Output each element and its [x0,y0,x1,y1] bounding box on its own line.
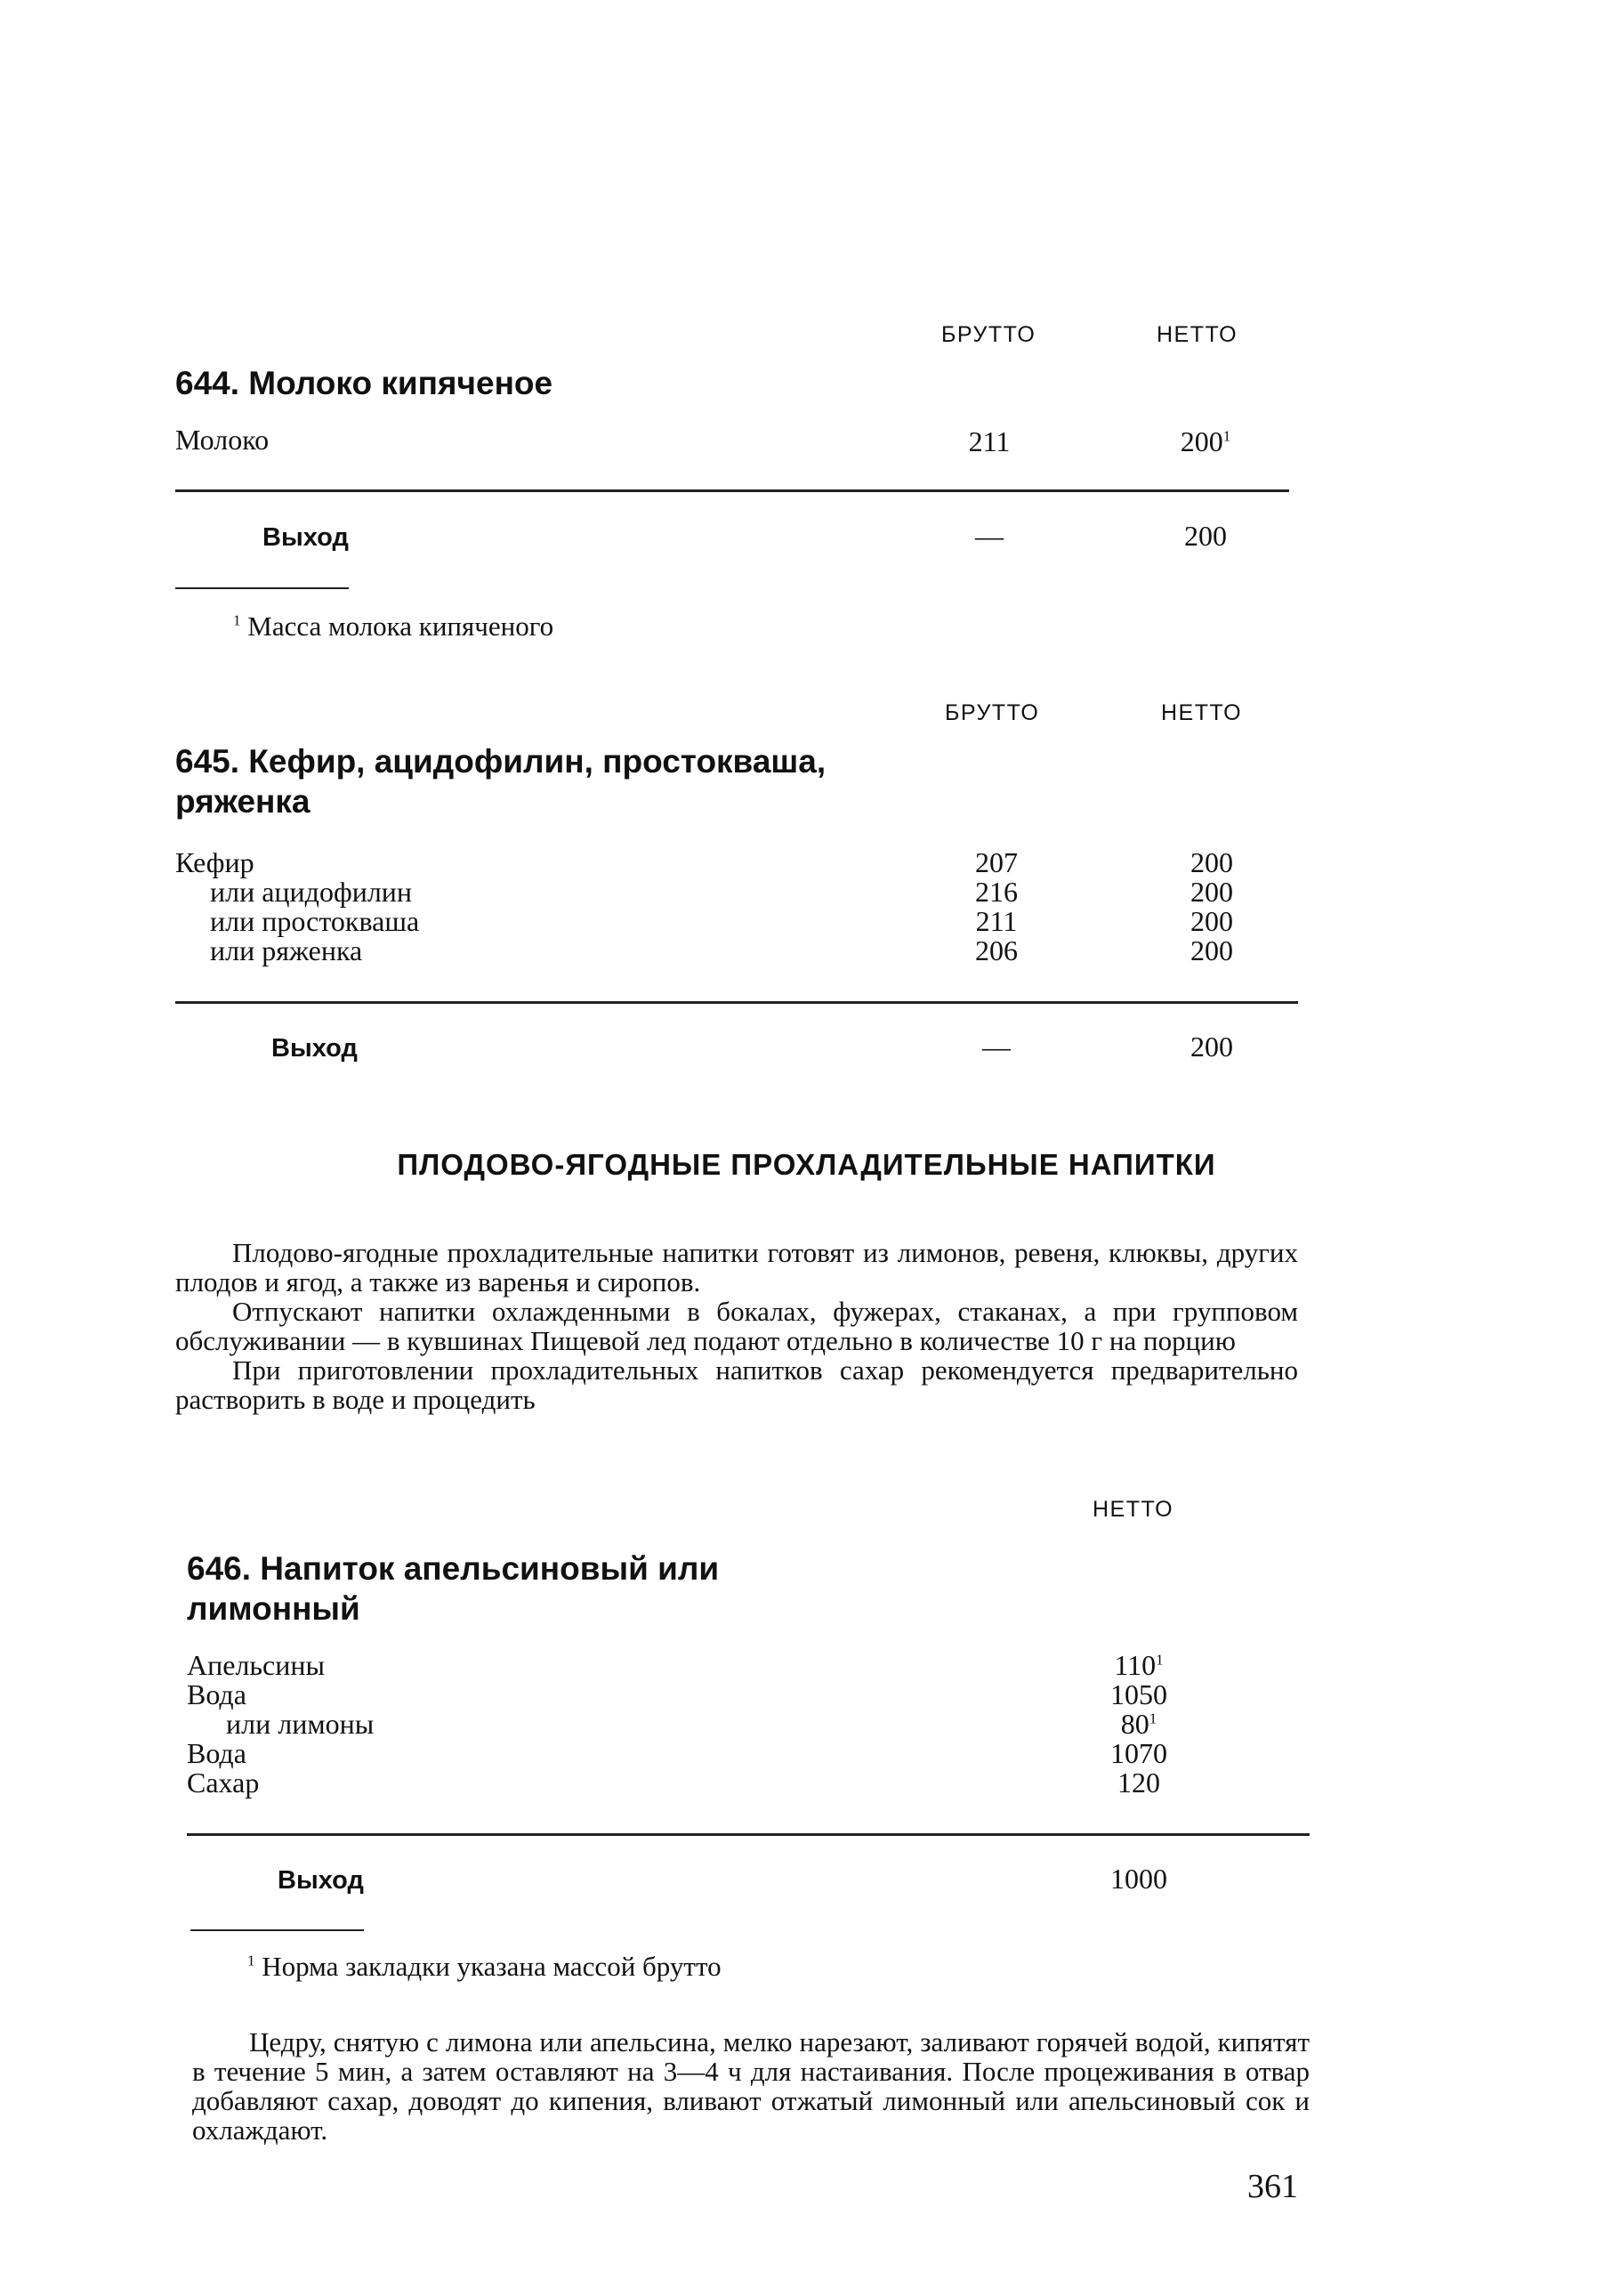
col-header-netto: НЕТТО [1093,1497,1174,1522]
table-rule [175,489,1289,492]
ingredient-name: или ацидофилин [210,876,413,908]
ingredient-netto: 1050 [1110,1678,1167,1710]
ingredient-name: Кефир [175,846,254,878]
yield-label: Выход [262,523,349,552]
yield-label: Выход [271,1034,358,1063]
ingredient-netto: 200 [1190,846,1233,878]
col-header-netto: НЕТТО [1161,700,1243,725]
footnote-mark: 1 [1156,1651,1164,1669]
recipe-method [192,2027,1310,2145]
ingredient-brutto: 207 [975,846,1018,878]
ingredient-name: Вода [187,1737,246,1769]
ingredient-netto: 200 [1190,876,1233,908]
col-header-brutto: БРУТТО [941,322,1036,347]
paragraph: При приготовлении прохладительных напитков сахар рекомендуется предварительно растворить в воде и процедить [175,1354,1298,1415]
footnote-text: Норма закладки указана массой брутто [262,1951,722,1982]
yield-brutto: — [975,520,1004,552]
recipe-title-645: 645. Кефир, ацидофилин, простокваша, ряженка [175,743,827,820]
ingredient-name: Молоко [175,424,270,456]
footnote-mark: 1 [233,611,241,629]
ingredient-name: Сахар [187,1766,260,1799]
col-header-brutto: БРУТТО [945,700,1040,725]
recipe-title-646: 646. Напиток апельсиновый или лимонный [187,1550,720,1627]
ingredient-name: или простокваша [210,905,420,937]
yield-label: Выход [278,1866,364,1895]
ingredient-brutto: 211 [968,425,1011,457]
section-intro [175,1238,1298,1414]
section-title: ПЛОДОВО-ЯГОДНЫЕ ПРОХЛАДИТЕЛЬНЫЕ НАПИТКИ [397,1148,1216,1181]
ingredient-netto: 200 [1180,425,1223,457]
ingredient-name: Апельсины [187,1649,325,1681]
ingredient-brutto: 206 [975,934,1018,966]
ingredient-netto: 1070 [1110,1737,1167,1769]
ingredient-netto: 120 [1117,1766,1160,1799]
recipe-title-644: 644. Молоко кипяченое [175,365,553,401]
paragraph: Отпускают напитки охлажденными в бокалах, фужерах, стаканах, а при групповом обслуживании — в кувшинах Пищевой лед подают отдельно в количестве 10 г на порцию [175,1296,1298,1356]
yield-netto: 200 [1190,1031,1233,1063]
col-header-netto: НЕТТО [1157,322,1238,347]
ingredient-netto: 200 [1190,905,1233,937]
footnote [233,610,553,643]
ingredient-name: Вода [187,1678,246,1710]
ingredient-netto-cell [1085,1710,1192,1739]
table-rule [187,1833,1310,1836]
table-rule [175,1001,1298,1004]
ingredient-name: или лимоны [226,1708,375,1740]
yield-netto: 200 [1184,520,1227,552]
ingredient-netto: 110 [1114,1649,1157,1681]
ingredient-netto-cell [1152,427,1259,457]
ingredient-brutto: 211 [975,905,1018,937]
yield-netto: 1000 [1110,1863,1167,1895]
footnote-text: Масса молока кипяченого [247,610,554,642]
ingredient-netto: 200 [1190,934,1233,966]
yield-brutto: — [982,1031,1011,1063]
footnote-mark: 1 [1222,427,1231,445]
ingredient-netto-cell [1085,1651,1192,1680]
page-number: 361 [1247,2168,1298,2205]
paragraph: Плодово-ягодные прохладительные напитки готовят из лимонов, ревеня, клюквы, других плодов и ягод, а также из варенья и сиропов. [175,1237,1298,1298]
ingredient-netto: 80 [1120,1708,1149,1740]
footnote-mark: 1 [1149,1710,1157,1727]
ingredient-name: или ряженка [210,934,363,966]
paragraph: Цедру, снятую с лимона или апельсина, мелко нарезают, заливают горячей водой, кипятят в течение 5 мин, а затем оставляют на 3—4 ч для настаивания. После процеживания в отвар добавляют сахар, доводят до кипения, вливают отжатый лимонный или апельсиновый сок и охлаждают. [192,2026,1310,2146]
footnote-mark: 1 [247,1952,255,1969]
ingredient-brutto: 216 [975,876,1018,908]
footnote-rule [175,587,349,589]
footnote-rule [190,1929,364,1931]
footnote [247,1951,722,1983]
